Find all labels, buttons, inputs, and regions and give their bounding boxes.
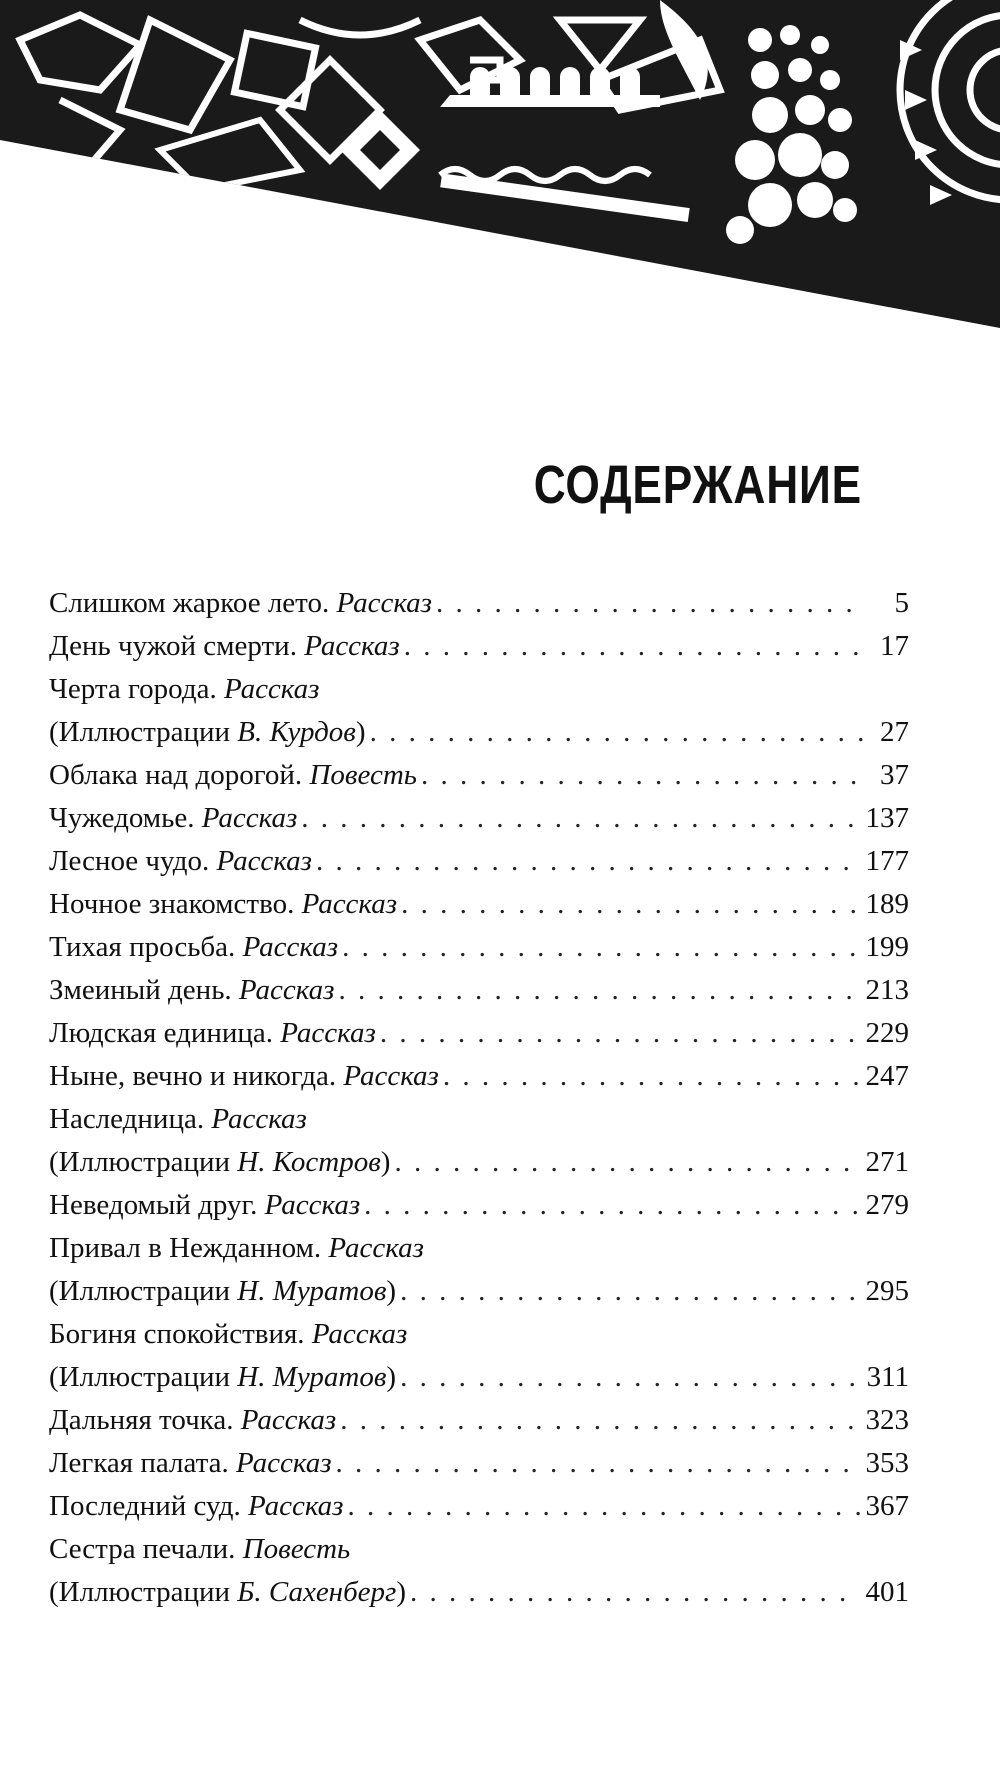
entry-genre: Рассказ (336, 587, 432, 619)
illustrator-name: Н. Муратов (237, 1361, 387, 1393)
toc-line (49, 1485, 909, 1528)
page-number: 27 (880, 716, 909, 748)
illustration-credit (49, 1571, 406, 1614)
dot-leader (370, 711, 863, 754)
toc-entry (49, 1098, 909, 1184)
page-number: 229 (865, 1017, 909, 1049)
toc-line (49, 582, 909, 625)
illustrator-name: Н. Костров (237, 1146, 381, 1178)
toc-line (49, 754, 909, 797)
page-number: 5 (894, 587, 909, 619)
toc-line (49, 1356, 909, 1399)
dot-leader (404, 625, 863, 668)
page-number: 271 (865, 1146, 909, 1178)
page-number: 199 (865, 931, 909, 963)
toc-entry (49, 1399, 909, 1442)
toc-line (49, 883, 909, 926)
illustrator-name: В. Курдов (237, 716, 356, 748)
entry-title: Тихая просьба. (49, 931, 236, 963)
entry-genre: Рассказ (240, 1404, 337, 1436)
entry-genre: Рассказ (304, 630, 400, 662)
toc-entry (49, 754, 909, 797)
illustration-label: (Иллюстрации (49, 1275, 231, 1307)
entry-genre: Рассказ (247, 1490, 344, 1522)
entry-title: Облака над дорогой. (49, 759, 303, 791)
toc-entry (49, 1485, 909, 1528)
entry-genre: Рассказ (201, 802, 298, 834)
entry-genre: Рассказ (223, 673, 320, 705)
entry-title: Слишком жаркое лето. (49, 587, 330, 619)
entry-title: Дальняя точка. (49, 1404, 234, 1436)
toc-line (49, 711, 909, 754)
dot-leader (316, 840, 860, 883)
toc-line (49, 840, 909, 883)
entry-genre: Рассказ (211, 1103, 307, 1135)
toc-line (49, 1098, 909, 1141)
dot-leader (400, 1270, 859, 1313)
toc-line (49, 1571, 909, 1614)
illustration-close: ) (355, 716, 366, 748)
entry-title: Чужедомье. (49, 802, 195, 834)
toc-entry (49, 1184, 909, 1227)
entry-genre: Рассказ (238, 974, 335, 1006)
entry-title: Последний суд. (49, 1490, 241, 1522)
toc-line (49, 1442, 909, 1485)
toc-line (49, 1227, 909, 1270)
illustration-credit (49, 1141, 390, 1184)
dot-leader (342, 926, 859, 969)
page-number: 367 (865, 1490, 909, 1522)
entry-title: Привал в Нежданном. (49, 1232, 322, 1264)
illustration-credit (49, 711, 366, 754)
entry-genre: Рассказ (343, 1060, 439, 1092)
entry-genre: Повесть (242, 1533, 351, 1565)
entry-title: Наследница. (49, 1103, 205, 1135)
toc-line (49, 1270, 909, 1313)
entry-title: Богиня спокойствия. (49, 1318, 305, 1350)
toc-line (49, 797, 909, 840)
illustration-close: ) (380, 1146, 391, 1178)
dot-leader (364, 1184, 859, 1227)
page-number: 213 (865, 974, 909, 1006)
toc-entry (49, 883, 909, 926)
illustration-label: (Иллюстрации (49, 1576, 231, 1608)
entry-genre: Рассказ (280, 1017, 376, 1049)
toc-line (49, 1184, 909, 1227)
toc-entry (49, 926, 909, 969)
page-number: 279 (865, 1189, 909, 1221)
entry-genre: Рассказ (242, 931, 339, 963)
toc-entry (49, 1442, 909, 1485)
entry-title: День чужой смерти. (49, 630, 297, 662)
toc-line (49, 1141, 909, 1184)
entry-genre: Рассказ (236, 1447, 332, 1479)
entry-title: Легкая палата. (49, 1447, 229, 1479)
toc-entry (49, 969, 909, 1012)
toc-entry (49, 840, 909, 883)
toc-entry (49, 668, 909, 754)
entry-title: Людская единица. (49, 1017, 274, 1049)
illustrator-name: Б. Сахенберг (237, 1576, 397, 1608)
page-number: 323 (865, 1404, 909, 1436)
dot-leader (301, 797, 859, 840)
dot-leader (400, 1356, 860, 1399)
dot-leader (348, 1485, 860, 1528)
toc-entry (49, 625, 909, 668)
decorative-ornament-header (0, 0, 1000, 330)
entry-genre: Повесть (309, 759, 417, 791)
entry-genre: Рассказ (264, 1189, 361, 1221)
page-number: 353 (865, 1447, 909, 1479)
toc-line (49, 1399, 909, 1442)
dot-leader (394, 1141, 859, 1184)
page-number: 311 (866, 1361, 909, 1393)
page-number: 401 (865, 1576, 909, 1608)
entry-title: Змеиный день. (49, 974, 232, 1006)
illustration-credit (49, 1356, 396, 1399)
illustration-close: ) (386, 1361, 397, 1393)
toc-line (49, 1055, 909, 1098)
entry-title: Черта города. (49, 673, 217, 705)
entry-genre: Рассказ (216, 845, 312, 877)
entry-title: Ныне, вечно и никогда. (49, 1060, 337, 1092)
dot-leader (401, 883, 859, 926)
toc-entry (49, 1313, 909, 1399)
toc-line (49, 1313, 909, 1356)
dot-leader (421, 754, 863, 797)
page-number: 295 (865, 1275, 909, 1307)
toc-line (49, 668, 909, 711)
page-number: 189 (865, 888, 909, 920)
toc-line (49, 926, 909, 969)
toc-entry (49, 1055, 909, 1098)
page-number: 37 (880, 759, 909, 791)
toc-entry (49, 1012, 909, 1055)
dot-leader (443, 1055, 860, 1098)
page-number: 177 (865, 845, 909, 877)
entry-title: Ночное знакомство. (49, 888, 295, 920)
toc-line (49, 1528, 909, 1571)
dot-leader (336, 1442, 860, 1485)
entry-title: Сестра печали. (49, 1533, 236, 1565)
illustration-credit (49, 1270, 396, 1313)
dot-leader (436, 582, 863, 625)
dot-leader (340, 1399, 859, 1442)
illustration-label: (Иллюстрации (49, 1146, 231, 1178)
entry-title: Лесное чудо. (49, 845, 210, 877)
illustration-close: ) (396, 1576, 407, 1608)
dot-leader (338, 969, 859, 1012)
toc-entry (49, 1227, 909, 1313)
page-number: 17 (880, 630, 909, 662)
entry-genre: Рассказ (301, 888, 398, 920)
toc-line (49, 1012, 909, 1055)
illustration-label: (Иллюстрации (49, 1361, 231, 1393)
entry-genre: Рассказ (328, 1232, 424, 1264)
toc-entry (49, 1528, 909, 1614)
toc-line (49, 625, 909, 668)
toc-line (49, 969, 909, 1012)
dot-leader (380, 1012, 860, 1055)
entry-title: Неведомый друг. (49, 1189, 258, 1221)
page-title: СОДЕРЖАНИЕ (533, 455, 862, 515)
illustrator-name: Н. Муратов (237, 1275, 387, 1307)
table-of-contents (49, 582, 909, 1614)
toc-entry (49, 797, 909, 840)
illustration-close: ) (386, 1275, 397, 1307)
toc-entry (49, 582, 909, 625)
dot-leader (410, 1571, 859, 1614)
entry-genre: Рассказ (311, 1318, 408, 1350)
page-number: 137 (865, 802, 909, 834)
page-number: 247 (865, 1060, 909, 1092)
illustration-label: (Иллюстрации (49, 716, 231, 748)
